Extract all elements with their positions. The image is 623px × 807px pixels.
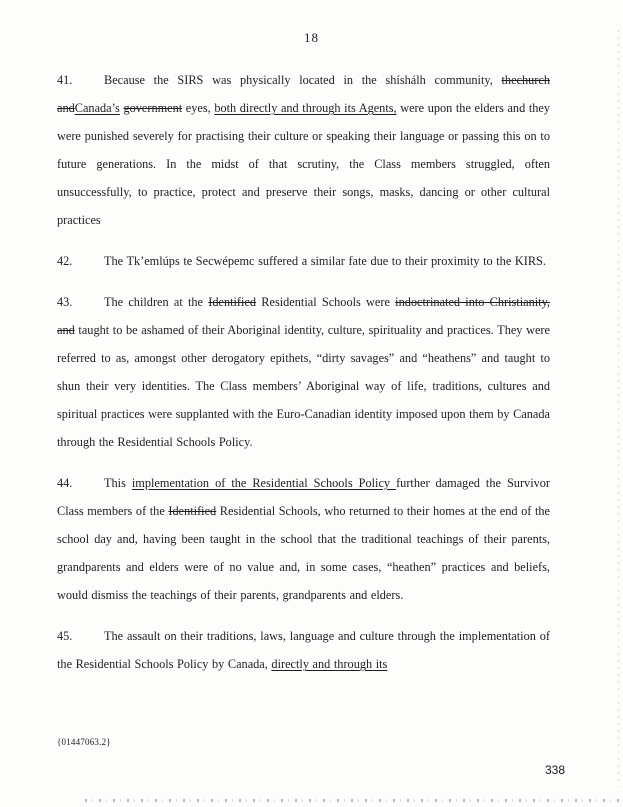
text-segment-strike: government <box>123 101 183 115</box>
text-segment-underline: both directly and through its Agents, <box>214 101 397 115</box>
text-segment-strike: and <box>57 101 75 115</box>
page-header <box>0 0 623 46</box>
paragraph-number: 44. <box>57 476 73 490</box>
footer-doc-id: {01447063.2} <box>57 737 111 747</box>
paragraph-number: 45. <box>57 629 73 643</box>
top-page-number: 18 <box>304 30 319 45</box>
paragraph-number: 42. <box>57 254 73 268</box>
text-segment-underline: implementation of the Residential Schools Policy <box>131 476 397 490</box>
text-segment-normal: Because the SIRS was physically located in the shíshálh community, <box>104 73 502 87</box>
bates-page-number: 338 <box>545 763 566 777</box>
document-body <box>57 66 550 678</box>
text-segment-normal: were upon the elders and they were punished severely for practising their culture or speaking their language or passing this on to future generations. In the midst of that scrutiny, the Class members struggled, often unsuccessfully, to practice, protect and preserve their songs, masks, dancing or other cultural practices <box>57 101 550 227</box>
paragraph <box>57 622 550 678</box>
text-segment-strike: thechurch <box>501 73 550 87</box>
text-segment-underline: Canada’s <box>74 101 120 115</box>
paragraphs <box>57 66 550 678</box>
text-segment-strike: Identified <box>168 504 217 518</box>
paragraph-number: 41. <box>57 73 73 87</box>
text-segment-normal: This <box>104 476 132 490</box>
text-segment-strike: indoctrinated into Christianity, and <box>57 295 550 337</box>
text-segment-underline: directly and through its <box>271 657 388 671</box>
text-segment-normal: The children at the <box>104 295 209 309</box>
text-segment-normal: Residential Schools, who returned to their homes at the end of the school day and, having been taught in the school that the traditional teachings of their parents, grandparents and elders were of no value and, in some cases, “heathen” practices and beliefs, would dismiss the teachings of their parents, grandparents and elders. <box>57 504 550 602</box>
scan-artifact-bottom-edge <box>85 799 619 802</box>
text-segment-normal: The Tk’emlúps te Secwépemc suffered a similar fate due to their proximity to the KIRS. <box>104 254 546 268</box>
text-segment-normal: further damaged the Survivor Class members of the <box>57 476 551 518</box>
scan-artifact-right-edge <box>618 30 619 787</box>
paragraph <box>57 469 550 609</box>
text-segment-normal: taught to be ashamed of their Aboriginal identity, culture, spirituality and practices. They were referred to as, amongst other derogatory epithets, “dirty savages” and “heathens” and taught to shun their very identities. The Class members’ Aboriginal way of life, traditions, cultures and spiritual practices were supplanted with the Euro-Canadian identity imposed upon them by Canada through the Residential Schools Policy. <box>57 323 550 449</box>
text-segment-normal: Residential Schools were <box>256 295 396 309</box>
text-segment-normal: eyes, <box>182 101 215 115</box>
paragraph <box>57 247 550 275</box>
paragraph <box>57 288 550 456</box>
text-segment-strike: Identified <box>208 295 257 309</box>
paragraph <box>57 66 550 234</box>
text-segment-normal: The assault on their traditions, laws, language and culture through the implementation of the Residential Schools Policy by Canada, <box>57 629 550 671</box>
paragraph-number: 43. <box>57 295 73 309</box>
